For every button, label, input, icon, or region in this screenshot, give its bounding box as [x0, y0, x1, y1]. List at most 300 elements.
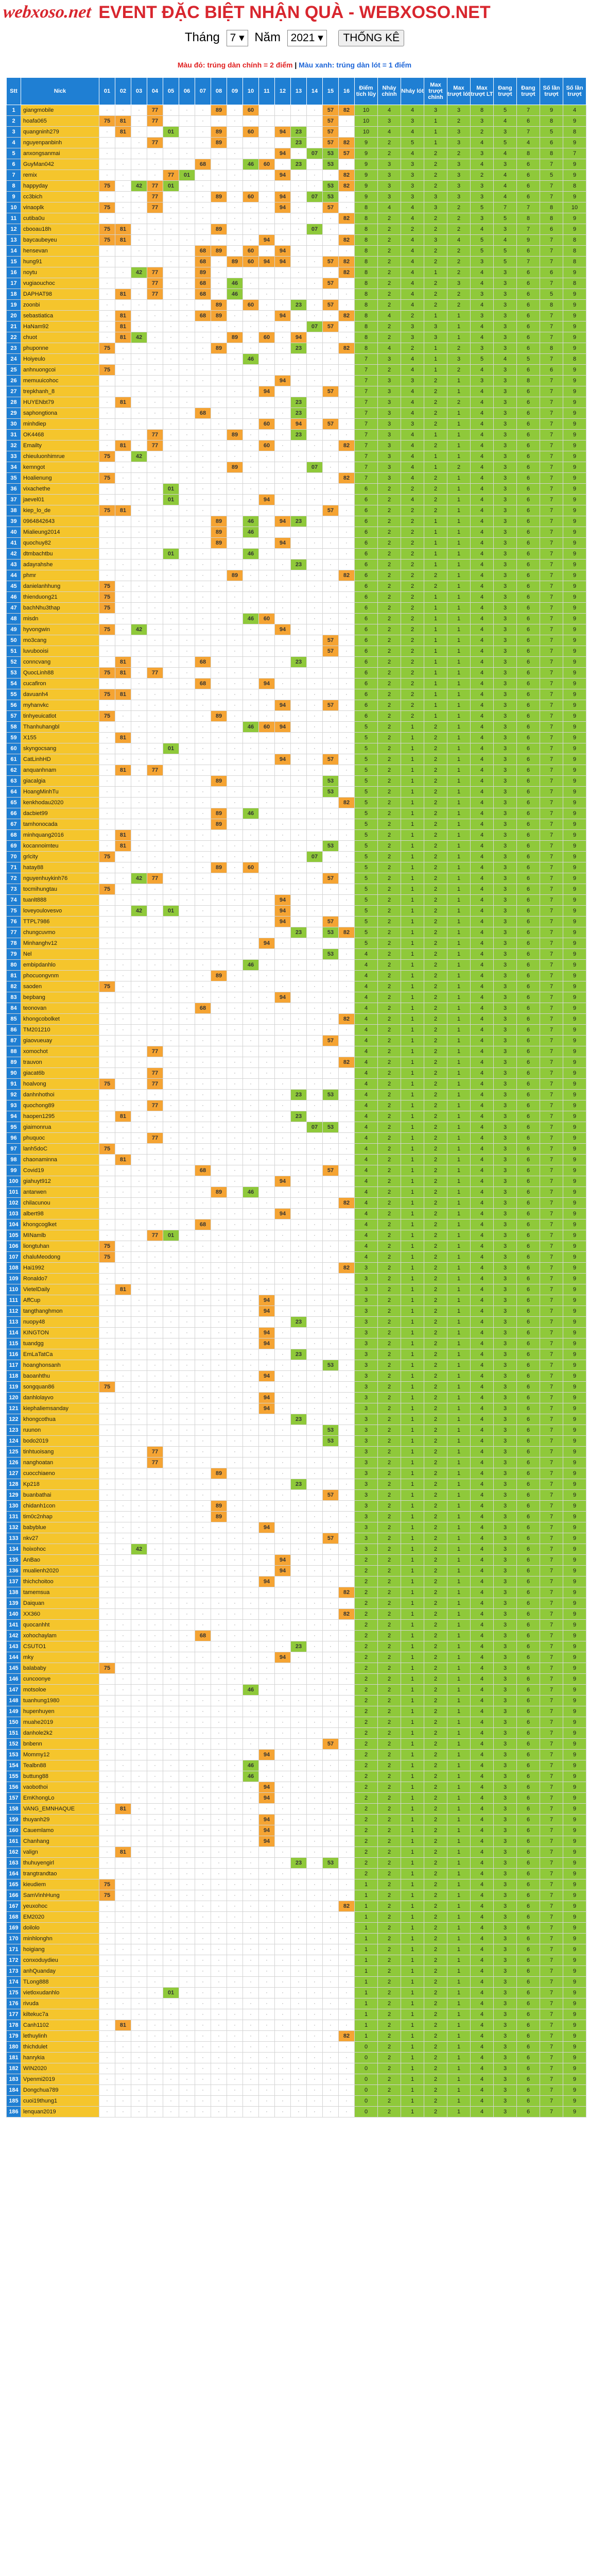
empty-mark: ·	[154, 919, 156, 925]
nick-cell[interactable]: giacat6b	[21, 1068, 99, 1079]
day-cell	[291, 733, 307, 743]
nick-cell[interactable]: xomochot	[21, 1046, 99, 1057]
hit-value: 68	[195, 311, 211, 321]
stat-cell: 4	[355, 1100, 378, 1111]
empty-mark: ·	[250, 1265, 252, 1271]
nick-cell[interactable]: albert98	[21, 1209, 99, 1219]
nick-cell[interactable]: dtmbachtbu	[21, 549, 99, 560]
day-cell	[211, 246, 227, 257]
stat-cell: 3	[494, 1284, 517, 1295]
empty-mark: ·	[106, 150, 108, 157]
day-cell	[275, 1144, 291, 1155]
nick-cell[interactable]: anhnuongcoi	[21, 365, 99, 376]
day-cell	[339, 808, 355, 819]
day-cell	[291, 148, 307, 159]
site-logo[interactable]: webxoso.net	[2, 3, 92, 22]
empty-mark: ·	[345, 1103, 348, 1109]
nick-cell[interactable]: giangmobile	[21, 105, 99, 116]
nick-cell[interactable]: zoonbi	[21, 300, 99, 311]
empty-mark: ·	[122, 1200, 124, 1206]
nick-cell[interactable]: cutiba0u	[21, 213, 99, 224]
nick-cell[interactable]: misdn	[21, 614, 99, 624]
nick-cell[interactable]: cbooau18h	[21, 224, 99, 235]
empty-mark: ·	[345, 897, 348, 903]
empty-mark: ·	[202, 897, 204, 903]
row-number: 46	[7, 592, 21, 603]
stat-cell: 4	[471, 895, 494, 906]
nick-cell[interactable]: khongcobolket	[21, 1014, 99, 1025]
nick-cell[interactable]: teonovan	[21, 1003, 99, 1014]
empty-mark: ·	[314, 259, 316, 265]
nick-cell[interactable]: hatay88	[21, 862, 99, 873]
stat-cell: 4	[471, 657, 494, 668]
day-cell	[179, 267, 195, 278]
stat-cell: 2	[424, 1219, 447, 1230]
nick-cell[interactable]: baycaubeyeu	[21, 235, 99, 246]
day-cell	[259, 1090, 275, 1100]
nick-cell[interactable]: giaovueuay	[21, 1036, 99, 1046]
nick-cell[interactable]: OK4468	[21, 430, 99, 440]
day-cell	[99, 830, 115, 841]
empty-mark: ·	[218, 1027, 220, 1033]
nick-cell[interactable]: chieuluonhimrue	[21, 451, 99, 462]
empty-mark: ·	[106, 1167, 108, 1174]
nick-cell[interactable]: hung91	[21, 257, 99, 267]
day-cell	[259, 224, 275, 235]
nick-cell[interactable]: Hai1992	[21, 1263, 99, 1274]
nick-cell[interactable]: chuot	[21, 332, 99, 343]
day-cell	[243, 1068, 259, 1079]
day-cell	[179, 1155, 195, 1165]
day-cell	[195, 224, 211, 235]
day-cell	[323, 235, 339, 246]
nick-cell[interactable]: Minhanghv12	[21, 938, 99, 949]
stat-cell: 3	[494, 278, 517, 289]
stat-cell: 7	[540, 1155, 563, 1165]
day-cell	[131, 181, 147, 192]
day-cell	[195, 473, 211, 484]
empty-mark: ·	[122, 951, 124, 957]
nick-cell[interactable]: CatLinhHD	[21, 754, 99, 765]
nick-cell[interactable]: Emailty	[21, 440, 99, 451]
nick-cell[interactable]: nguyenhuykinh76	[21, 873, 99, 884]
empty-mark: ·	[266, 453, 268, 460]
day-cell	[275, 505, 291, 516]
day-cell	[211, 267, 227, 278]
nick-cell[interactable]: giahuyt912	[21, 1176, 99, 1187]
nick-cell[interactable]: tinhyeuicatlot	[21, 711, 99, 722]
nick-cell[interactable]: Ronaldo7	[21, 1274, 99, 1284]
nick-cell[interactable]: TM201210	[21, 1025, 99, 1036]
nick-cell[interactable]: grlcity	[21, 852, 99, 862]
stat-cell: 3	[494, 1155, 517, 1165]
nick-cell[interactable]: adayrahshe	[21, 560, 99, 570]
day-cell	[323, 419, 339, 430]
nick-cell[interactable]: davuanh4	[21, 689, 99, 700]
day-cell	[227, 635, 243, 646]
nick-cell[interactable]: Mialieung2014	[21, 527, 99, 538]
stat-cell: 7	[540, 927, 563, 938]
stat-cell: 2	[401, 538, 424, 549]
day-cell	[307, 592, 323, 603]
nick-cell[interactable]: luvubooisi	[21, 646, 99, 657]
stat-cell: 7	[540, 1209, 563, 1219]
nick-cell[interactable]: vixachethe	[21, 484, 99, 495]
day-cell	[307, 862, 323, 873]
day-cell	[163, 278, 179, 289]
nick-cell[interactable]: chungcuvmo	[21, 927, 99, 938]
empty-mark: ·	[314, 399, 316, 405]
day-cell	[243, 321, 259, 332]
day-cell	[243, 1155, 259, 1165]
nick-cell[interactable]: DAPHAT98	[21, 289, 99, 300]
nick-cell[interactable]: antarwen	[21, 1187, 99, 1198]
hit-value: 77	[147, 765, 163, 775]
empty-mark: ·	[138, 756, 140, 762]
nick-cell[interactable]: chilacunou	[21, 1198, 99, 1209]
nick-cell[interactable]: embipdanhlo	[21, 960, 99, 971]
nick-cell[interactable]: phuponne	[21, 343, 99, 354]
stat-cell: 6	[517, 527, 540, 538]
day-cell	[211, 570, 227, 581]
empty-mark: ·	[106, 1016, 108, 1022]
nick-cell[interactable]: X155	[21, 733, 99, 743]
nick-cell[interactable]: cucafiron	[21, 679, 99, 689]
nick-cell[interactable]: MINamlb	[21, 1230, 99, 1241]
day-cell	[147, 646, 163, 657]
stat-cell: 8	[355, 224, 378, 235]
stat-cell: 1	[401, 1090, 424, 1100]
nick-cell[interactable]: kenkhodau2020	[21, 798, 99, 808]
empty-mark: ·	[218, 605, 220, 611]
stat-cell: 3	[494, 917, 517, 927]
day-cell	[99, 321, 115, 332]
day-cell	[115, 386, 131, 397]
hit-value: 82	[339, 267, 354, 278]
stat-cell: 3	[401, 332, 424, 343]
nick-cell[interactable]: khongcoglket	[21, 1219, 99, 1230]
empty-mark: ·	[234, 605, 236, 611]
day-cell	[259, 440, 275, 451]
stat-cell: 2	[471, 127, 494, 138]
stat-cell: 1	[447, 376, 471, 386]
nick-cell[interactable]: hoafa065	[21, 116, 99, 127]
empty-mark: ·	[122, 1038, 124, 1044]
stat-cell: 2	[378, 819, 401, 830]
nick-cell[interactable]: minhquang2016	[21, 830, 99, 841]
nick-cell[interactable]: bepbang	[21, 992, 99, 1003]
nick-cell[interactable]: HUYENbt79	[21, 397, 99, 408]
nick-cell[interactable]: hyvongwin	[21, 624, 99, 635]
day-cell	[243, 224, 259, 235]
stat-cell: 9	[563, 592, 586, 603]
nick-cell[interactable]: anquanhnam	[21, 765, 99, 776]
empty-mark: ·	[218, 1222, 220, 1228]
empty-mark: ·	[314, 951, 316, 957]
stat-cell: 4	[471, 484, 494, 495]
day-cell	[323, 332, 339, 343]
empty-mark: ·	[186, 453, 188, 460]
year-select[interactable]	[287, 30, 327, 46]
empty-mark: ·	[282, 1265, 284, 1271]
stat-cell: 10	[563, 202, 586, 213]
nick-cell[interactable]: tocmihungtau	[21, 884, 99, 895]
day-cell	[307, 1230, 323, 1241]
nick-cell[interactable]: jaevel01	[21, 495, 99, 505]
empty-mark: ·	[345, 280, 348, 286]
nick-cell[interactable]: liongtuhan	[21, 1241, 99, 1252]
empty-mark: ·	[282, 507, 284, 514]
empty-mark: ·	[298, 1211, 300, 1217]
day-cell	[179, 1263, 195, 1274]
nick-cell[interactable]: saoden	[21, 981, 99, 992]
day-cell	[195, 354, 211, 365]
stat-cell: 6	[517, 971, 540, 981]
empty-mark: ·	[282, 572, 284, 579]
stat-cell: 3	[494, 733, 517, 743]
nick-cell[interactable]: kiep_lo_de	[21, 505, 99, 516]
day-cell	[195, 895, 211, 906]
empty-mark: ·	[250, 919, 252, 925]
nick-cell[interactable]: Nel	[21, 949, 99, 960]
empty-mark: ·	[234, 1005, 236, 1011]
nick-cell[interactable]: nguyenpanbinh	[21, 138, 99, 148]
day-cell	[179, 549, 195, 560]
stat-cell: 7	[540, 938, 563, 949]
empty-mark: ·	[170, 994, 172, 1001]
nick-cell[interactable]: dacbiet99	[21, 808, 99, 819]
nick-cell[interactable]: memuuicohoc	[21, 376, 99, 386]
nick-cell[interactable]: skyngocsang	[21, 743, 99, 754]
row-number: 74	[7, 895, 21, 906]
nick-cell[interactable]: mo3cang	[21, 635, 99, 646]
nick-cell[interactable]: vugiaouchoc	[21, 278, 99, 289]
hit-value: 60	[259, 722, 274, 732]
stat-cell: 9	[563, 603, 586, 614]
day-cell	[339, 1198, 355, 1209]
nick-cell[interactable]: myhanvkc	[21, 700, 99, 711]
stat-cell: 4	[471, 1057, 494, 1068]
nick-cell[interactable]: 0964842643	[21, 516, 99, 527]
day-cell	[179, 1198, 195, 1209]
nick-cell[interactable]: haopen1295	[21, 1111, 99, 1122]
nick-cell[interactable]: giaimonrua	[21, 1122, 99, 1133]
nick-cell[interactable]: GuyMan042	[21, 159, 99, 170]
day-cell	[163, 1165, 179, 1176]
day-cell	[195, 570, 211, 581]
nick-cell[interactable]: anxongsanmai	[21, 148, 99, 159]
day-cell	[131, 1046, 147, 1057]
stat-cell: 8	[355, 246, 378, 257]
nick-cell[interactable]: hensevan	[21, 246, 99, 257]
nick-cell[interactable]: kocannoimteu	[21, 841, 99, 852]
day-cell	[243, 917, 259, 927]
nick-cell[interactable]: remix	[21, 170, 99, 181]
empty-mark: ·	[314, 540, 316, 546]
month-select[interactable]	[227, 30, 248, 46]
day-cell	[259, 451, 275, 462]
nick-cell[interactable]: VietelDaily	[21, 1284, 99, 1295]
day-cell	[147, 1263, 163, 1274]
empty-mark: ·	[154, 453, 156, 460]
day-cell	[275, 798, 291, 808]
stat-cell: 2	[424, 386, 447, 397]
nick-cell[interactable]: QuocLinh88	[21, 668, 99, 679]
nick-cell[interactable]: vinaoplk	[21, 202, 99, 213]
day-cell	[147, 906, 163, 917]
stat-cell: 7	[540, 1198, 563, 1209]
stat-cell: 8	[563, 246, 586, 257]
day-cell	[131, 808, 147, 819]
empty-mark: ·	[122, 518, 124, 524]
nick-cell[interactable]: quochong89	[21, 1100, 99, 1111]
day-cell	[179, 376, 195, 386]
nick-cell[interactable]: lanh5doC	[21, 1144, 99, 1155]
nick-cell[interactable]: kemngot	[21, 462, 99, 473]
nick-cell[interactable]: tamhonocada	[21, 819, 99, 830]
nick-cell[interactable]: trauvon	[21, 1057, 99, 1068]
day-cell	[339, 819, 355, 830]
nick-cell[interactable]: trepkhanh_8	[21, 386, 99, 397]
empty-mark: ·	[122, 1265, 124, 1271]
day-cell	[99, 365, 115, 376]
empty-mark: ·	[202, 118, 204, 124]
nick-cell[interactable]: chaonaminna	[21, 1155, 99, 1165]
stat-cell: 1	[447, 1187, 471, 1198]
day-cell	[131, 127, 147, 138]
stat-cell: 7	[540, 1284, 563, 1295]
row-number: 104	[7, 1219, 21, 1230]
nick-cell[interactable]: cc3bich	[21, 192, 99, 202]
day-cell	[131, 138, 147, 148]
nick-cell[interactable]: chaluMeodong	[21, 1252, 99, 1263]
day-cell	[339, 689, 355, 700]
stat-cell: 9	[563, 267, 586, 278]
nick-cell[interactable]: quangninh279	[21, 127, 99, 138]
empty-mark: ·	[330, 1200, 332, 1206]
nick-cell[interactable]: tuanlt888	[21, 895, 99, 906]
header-nick: Nick	[21, 78, 99, 105]
empty-mark: ·	[218, 421, 220, 427]
nick-cell[interactable]: saphongtiona	[21, 408, 99, 419]
day-cell	[179, 527, 195, 538]
nick-cell[interactable]: loveyoulovesvo	[21, 906, 99, 917]
day-cell	[211, 614, 227, 624]
nick-cell[interactable]: thienduong21	[21, 592, 99, 603]
day-cell	[115, 1284, 131, 1295]
nick-cell[interactable]: hoalvong	[21, 1079, 99, 1090]
nick-cell[interactable]: phuquoc	[21, 1133, 99, 1144]
empty-mark: ·	[138, 648, 140, 654]
nick-cell[interactable]: noytu	[21, 267, 99, 278]
stat-cell: 2	[424, 1133, 447, 1144]
day-cell	[99, 798, 115, 808]
stat-cell: 9	[563, 971, 586, 981]
nick-cell[interactable]: bachNhu3thap	[21, 603, 99, 614]
stat-cell: 2	[424, 1100, 447, 1111]
stat-cell: 7	[540, 332, 563, 343]
hit-value: 82	[339, 1057, 354, 1067]
nick-cell[interactable]: minhdiep	[21, 419, 99, 430]
empty-mark: ·	[250, 908, 252, 914]
empty-mark: ·	[170, 832, 172, 838]
nick-cell[interactable]: Thanhuhangbl	[21, 722, 99, 733]
nick-cell[interactable]: sebastiatica	[21, 311, 99, 321]
day-cell	[339, 1122, 355, 1133]
stat-cell: 9	[355, 148, 378, 159]
stat-cell: 3	[494, 765, 517, 776]
nick-cell[interactable]: conncvang	[21, 657, 99, 668]
day-cell	[339, 549, 355, 560]
nick-cell[interactable]: danhnhothoi	[21, 1090, 99, 1100]
stat-cell: 2	[424, 787, 447, 798]
stat-cell: 7	[540, 246, 563, 257]
stats-button[interactable]: THỐNG KÊ	[338, 30, 404, 46]
day-cell	[99, 484, 115, 495]
nick-cell[interactable]: phmr	[21, 570, 99, 581]
stat-cell: 1	[401, 1252, 424, 1263]
day-cell	[195, 830, 211, 841]
empty-mark: ·	[186, 464, 188, 470]
day-cell	[291, 1155, 307, 1165]
empty-mark: ·	[186, 529, 188, 535]
empty-mark: ·	[218, 388, 220, 395]
nick-cell[interactable]: quochuy82	[21, 538, 99, 549]
stat-cell: 3	[401, 192, 424, 202]
stat-cell: 7	[540, 592, 563, 603]
nick-cell[interactable]: Hoalienung	[21, 473, 99, 484]
day-cell	[99, 159, 115, 170]
day-cell	[179, 192, 195, 202]
nick-cell[interactable]: TTPL7986	[21, 917, 99, 927]
nick-cell[interactable]: happyday	[21, 181, 99, 192]
hit-value: 81	[115, 127, 131, 137]
nick-cell[interactable]: giacalgia	[21, 776, 99, 787]
hit-value: 01	[163, 127, 179, 137]
nick-cell[interactable]: HoangMinhTu	[21, 787, 99, 798]
day-cell	[275, 1219, 291, 1230]
stat-cell: 8	[355, 311, 378, 321]
empty-mark: ·	[330, 410, 332, 416]
day-cell	[259, 1036, 275, 1046]
empty-mark: ·	[218, 984, 220, 990]
day-cell	[259, 1100, 275, 1111]
day-cell	[307, 733, 323, 743]
stat-cell: 7	[540, 754, 563, 765]
day-cell	[259, 819, 275, 830]
day-cell	[339, 765, 355, 776]
nick-cell[interactable]: Covid19	[21, 1165, 99, 1176]
empty-mark: ·	[314, 800, 316, 806]
day-cell	[163, 624, 179, 635]
empty-mark: ·	[186, 929, 188, 936]
nick-cell[interactable]: danielanhhung	[21, 581, 99, 592]
nick-cell[interactable]: phocuongvnm	[21, 971, 99, 981]
empty-mark: ·	[250, 886, 252, 892]
day-cell	[163, 1187, 179, 1198]
table-row	[7, 776, 586, 787]
day-cell	[195, 1100, 211, 1111]
day-cell	[291, 722, 307, 733]
day-cell	[243, 289, 259, 300]
day-cell	[227, 332, 243, 343]
nick-cell[interactable]: Hoiyeulo	[21, 354, 99, 365]
empty-mark: ·	[298, 1157, 300, 1163]
day-cell	[211, 527, 227, 538]
nick-cell[interactable]: HaNam92	[21, 321, 99, 332]
day-cell	[99, 1284, 115, 1295]
day-cell	[211, 765, 227, 776]
